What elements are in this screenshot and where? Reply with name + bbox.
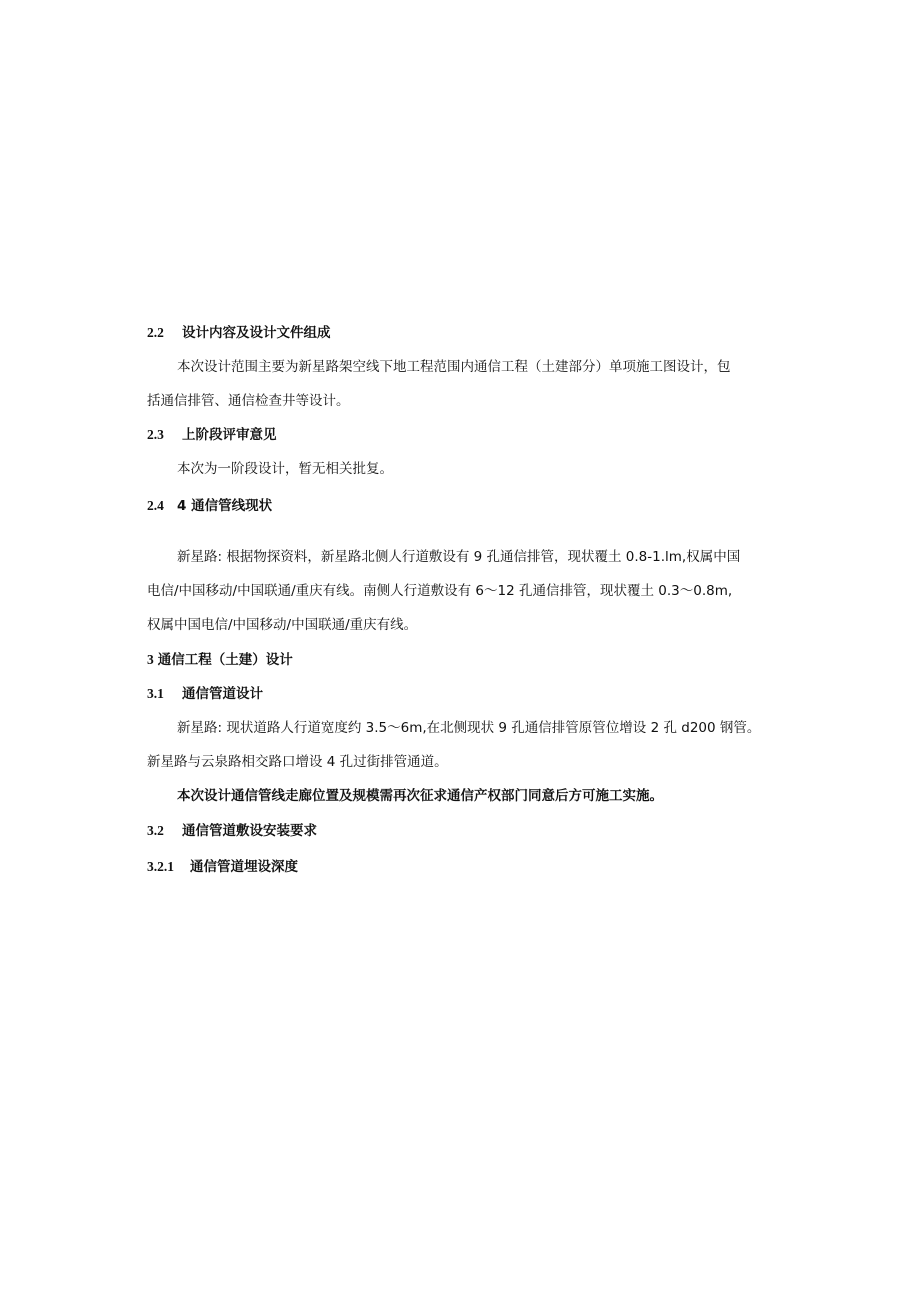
section-title: 4 通信管线现状 [177, 498, 273, 514]
paragraph-line: 括通信排管、通信检查井等设计。 [147, 393, 350, 409]
paragraph-line-emphasis: 本次设计通信管线走廊位置及规模需再次征求通信产权部门同意后方可施工实施。 [177, 788, 663, 804]
section-number: 3.1 [147, 686, 164, 701]
section-heading-3-2 [147, 822, 317, 840]
paragraph-line: 本次设计范围主要为新星路架空线下地工程范围内通信工程（土建部分）单项施工图设计，包 [177, 359, 731, 375]
section-heading-3-2-1 [147, 858, 298, 876]
section-heading-2-4 [147, 497, 272, 515]
paragraph-line: 权属中国电信/中国移动/中国联通/重庆有线。 [147, 617, 418, 633]
section-heading-3 [147, 651, 293, 669]
section-number: 2.3 [147, 427, 164, 442]
section-heading-3-1 [147, 685, 263, 703]
section-title: 通信管道敷设安装要求 [182, 823, 317, 839]
paragraph-line: 新星路: 根据物探资料，新星路北侧人行道敷设有 9 孔通信排管，现状覆土 0.8-1.lm,权属中国 [177, 549, 741, 565]
paragraph-line: 新星路与云泉路相交路口增设 4 孔过街排管通道。 [147, 754, 448, 770]
section-title: 上阶段评审意见 [182, 427, 277, 443]
paragraph-line: 新星路: 现状道路人行道宽度约 3.5～6m,在北侧现状 9 孔通信排管原管位增设 2 孔 d200 钢管。 [177, 720, 761, 736]
section-heading-2-3 [147, 426, 277, 444]
section-number: 2.4 [147, 498, 164, 513]
paragraph-line: 本次为一阶段设计，暂无相关批复。 [177, 461, 393, 477]
section-title: 设计内容及设计文件组成 [182, 325, 331, 341]
section-title: 通信管道埋设深度 [190, 859, 298, 875]
section-number: 3 [147, 652, 154, 667]
section-title: 通信工程（土建）设计 [157, 652, 293, 668]
section-number: 3.2 [147, 823, 164, 838]
section-number: 2.2 [147, 325, 164, 340]
paragraph-line: 电信/中国移动/中国联通/重庆有线。南侧人行道敷设有 6～12 孔通信排管，现状覆土 0.3～0.8m, [147, 583, 733, 599]
section-title: 通信管道设计 [182, 686, 263, 702]
section-number: 3.2.1 [147, 859, 174, 874]
section-heading-2-2 [147, 324, 331, 342]
